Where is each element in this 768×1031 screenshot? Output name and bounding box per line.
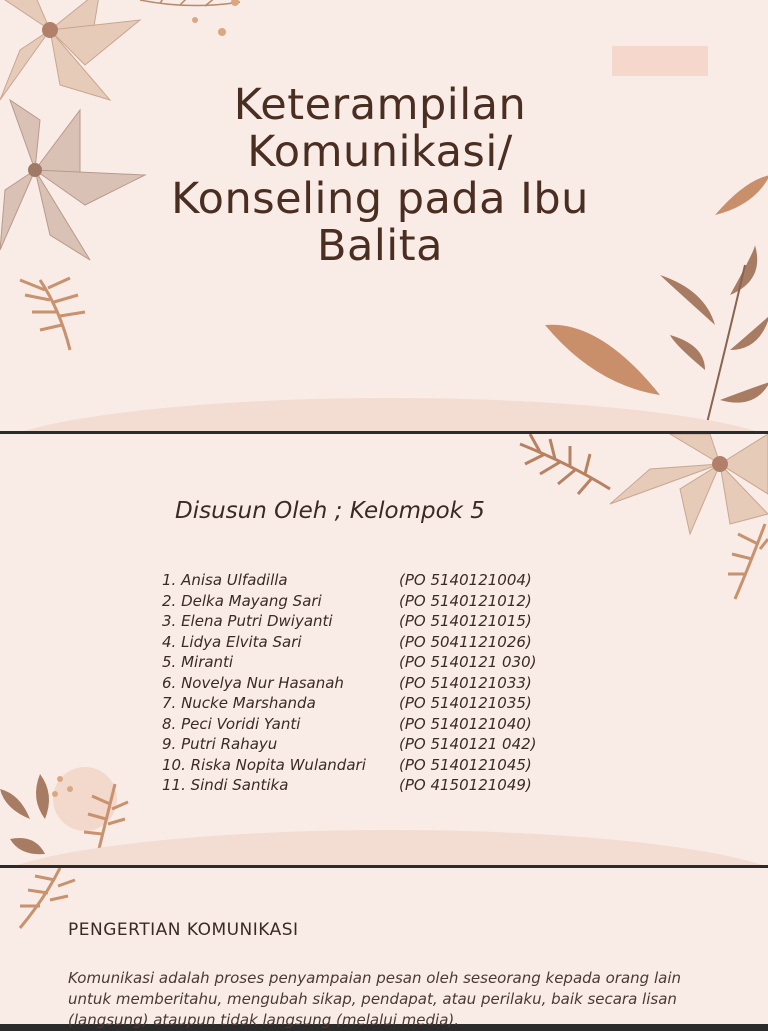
member-row [162, 714, 537, 735]
member-name: 11. Sindi Santika [162, 776, 289, 794]
member-id: (PO 5140121004) [399, 571, 532, 589]
member-id: (PO 5140121 030) [399, 653, 537, 671]
member-name: 4. Lidya Elvita Sari [162, 632, 302, 651]
member-name: 2. Delka Mayang Sari [162, 591, 322, 610]
member-id: (PO 5140121015) [399, 612, 532, 630]
member-id: (PO 5140121033) [399, 673, 532, 692]
member-id: (PO 5140121012) [399, 591, 532, 610]
member-list [162, 570, 537, 796]
member-row [162, 611, 537, 632]
member-row [162, 652, 537, 673]
member-name: 7. Nucke Marshanda [162, 694, 316, 712]
title-line: Keterampilan [233, 80, 527, 130]
member-id: (PO 5041121026) [399, 632, 532, 651]
member-id: (PO 5140121 042) [399, 735, 537, 753]
member-id: (PO 5140121035) [399, 694, 532, 712]
member-row [162, 570, 537, 591]
decorative-rectangle [612, 46, 708, 76]
title-line: Komunikasi/ [247, 127, 513, 177]
member-name: 6. Novelya Nur Hasanah [162, 673, 344, 692]
section-heading: PENGERTIAN KOMUNIKASI [68, 920, 299, 940]
member-row [162, 632, 537, 653]
member-row [162, 734, 537, 755]
slide-title-heading [120, 82, 640, 270]
title-line: Konseling pada Ibu [171, 174, 589, 224]
member-name: 10. Riska Nopita Wulandari [162, 755, 366, 774]
member-row [162, 755, 537, 776]
member-name: 8. Peci Voridi Yanti [162, 714, 301, 733]
member-row [162, 693, 537, 714]
member-id: (PO 5140121045) [399, 755, 532, 774]
flower-cluster-illustration [500, 434, 768, 644]
member-row [162, 673, 537, 694]
member-name: 5. Miranti [162, 653, 234, 671]
member-name: 3. Elena Putri Dwiyanti [162, 612, 333, 630]
member-name: 9. Putri Rahayu [162, 735, 278, 753]
title-line: Balita [317, 221, 443, 271]
member-row [162, 591, 537, 612]
definition-paragraph: Komunikasi adalah proses penyampaian pesan oleh seseorang kepada orang lain untuk memberitahu, mengubah sikap, pendapat, atau perilaku, baik secara lisan (langsung) ataupun tidak langsung (melalui media). [68, 969, 681, 1029]
slide-title [0, 0, 768, 431]
member-row [162, 775, 537, 796]
member-id: (PO 5140121040) [399, 714, 532, 733]
member-name: 1. Anisa Ulfadilla [162, 571, 288, 589]
group-subtitle: Disusun Oleh ; Kelompok 5 [175, 498, 485, 524]
member-id: (PO 4150121049) [399, 776, 532, 794]
